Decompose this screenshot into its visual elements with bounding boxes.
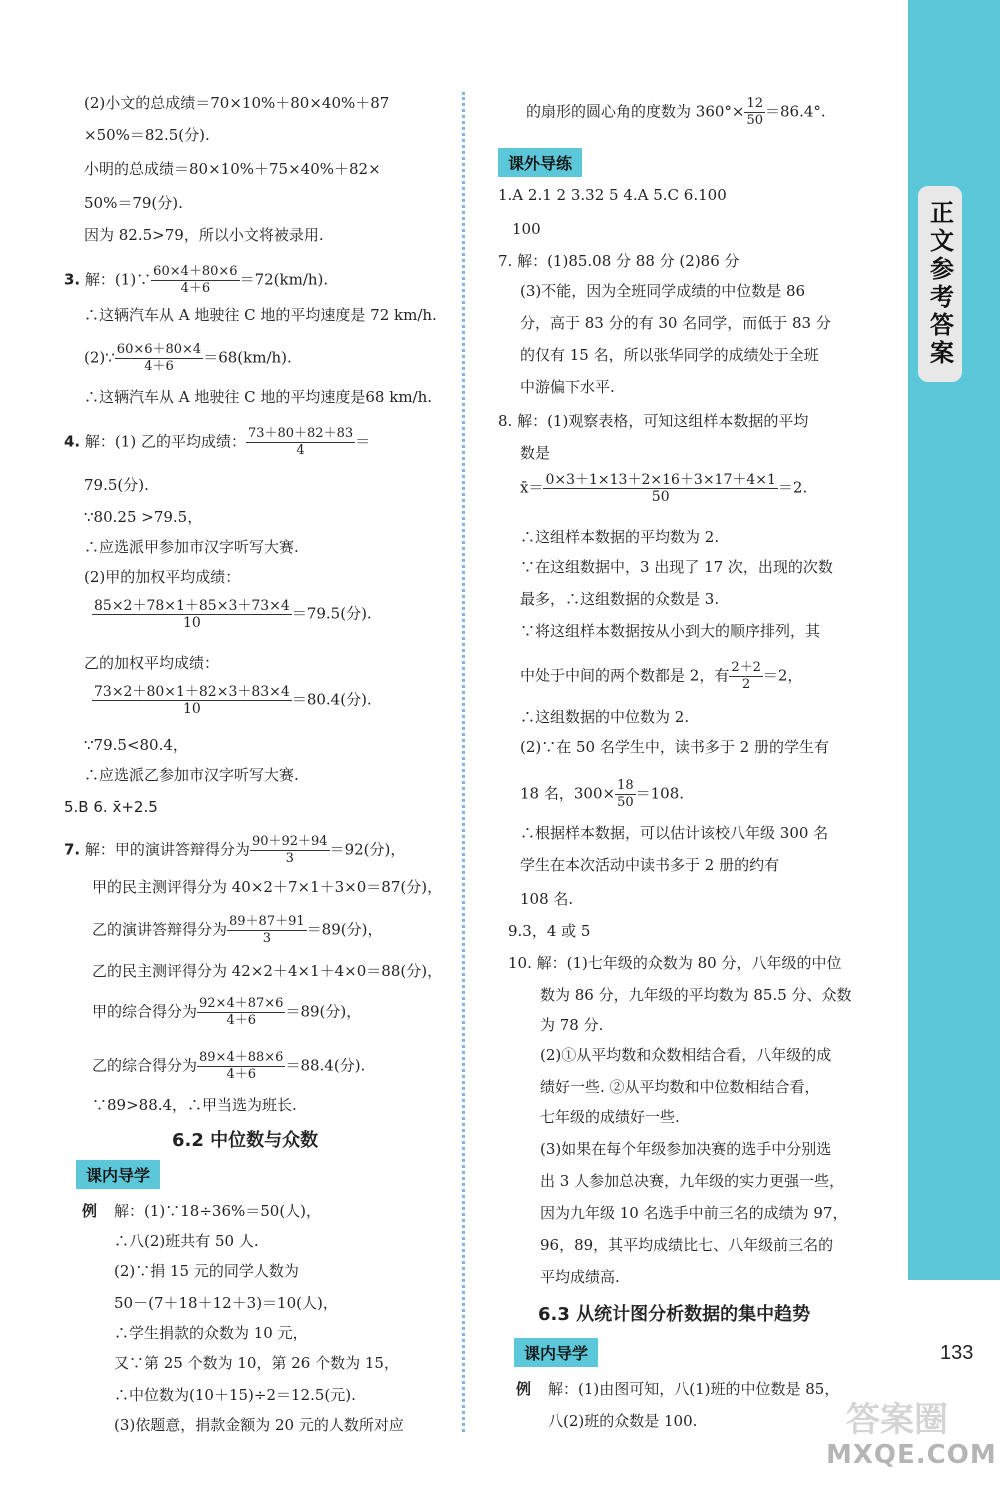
section-title-6-2: 6.2 中位数与众数 [172,1130,319,1151]
denominator: 10 [182,701,201,717]
fraction [197,996,285,1029]
text-line: (3)不能，因为全班同学成绩的中位数是 86 [520,282,806,300]
fraction [197,1050,285,1083]
text-line: (2)甲的加权平均成绩： [84,568,241,586]
text-line: 又∵第 25 个数为 10，第 26 个数为 15， [114,1354,399,1372]
text-line: ∴这组数据的中位数为 2. [520,708,690,726]
text: 乙的演讲答辩得分为 [92,920,228,939]
denominator: 4 [296,443,305,458]
denominator: 3 [262,931,271,946]
text: (2)∵ [84,348,115,367]
text-line [520,660,802,693]
text-line: ∴这辆汽车从 A 地驶往 C 地的平均速度是68 km/h. [84,388,433,406]
text-line: (2)①从平均数和众数相结合看，八年级的成 [540,1046,832,1064]
text-line: ∴根据样本数据，可以估计该校八年级 300 名 [520,824,829,842]
text: 解：甲的演讲答辩得分为 [84,840,250,859]
text-line: ∴八(2)班共有 50 人. [114,1232,259,1250]
denominator: 3 [285,851,294,866]
text-line: 10. 解：(1)七年级的众数为 80 分，八年级的中位 [508,954,842,972]
text-line: 50%＝79(分). [84,194,183,212]
denominator: 2 [741,677,751,692]
text-line: 100 [512,220,541,238]
numerator: 89＋87＋91 [229,914,305,929]
text: ＝108. [635,784,685,803]
numerator: 85×2＋78×1＋85×3＋73×4 [94,598,290,614]
text-line: (3)如果在每个年级参加决赛的选手中分别选 [540,1140,832,1158]
text: 甲的综合得分为 [92,1002,198,1021]
text-line: 因为 82.5>79，所以小文将被录用. [84,226,324,244]
text-line: 绩好一些. ②从平均数和中位数相结合看， [540,1078,820,1096]
text-line: 数是 [520,444,551,462]
numerator: 0×3＋1×13＋2×16＋3×17＋4×1 [545,472,776,488]
text-line: 分，高于 83 分的有 30 名同学，而低于 83 分 [520,314,831,332]
text: ＝72(km/h). [239,270,329,289]
problem-7 [64,834,405,867]
problem-3 [64,264,328,297]
text-line: ∵79.5<80.4， [84,736,188,754]
denominator: 50 [651,489,670,505]
text-line: 7. 解：(1)85.08 分 88 分 (2)86 分 [498,252,740,270]
text: 乙的综合得分为 [92,1056,198,1075]
text-line: ∴应选派乙参加市汉字听写大赛. [84,766,299,784]
text: ＝86.4°. [765,102,826,121]
fraction [92,598,292,631]
text-line: 乙的加权平均成绩： [84,654,220,672]
fraction [250,834,330,867]
text-line: (3)依题意，捐款金额为 20 元的人数所对应 [114,1416,404,1434]
numerator: 92×4＋87×6 [199,996,284,1011]
fraction-line [92,598,372,631]
text-line: 108 名. [520,890,574,908]
denominator: 4＋6 [226,1067,256,1082]
denominator: 4＋6 [144,359,174,374]
text-line [92,1050,365,1083]
text-line [92,914,382,947]
text-line: 平均成绩高. [540,1268,620,1286]
text-line: 八(2)班的众数是 100. [548,1412,698,1430]
problem-4 [64,426,370,459]
denominator: 4＋6 [226,1013,256,1028]
text: ＝88.4(分). [285,1056,366,1075]
numerator: 90＋92＋94 [251,834,328,849]
text-line: 的仅有 15 名，所以张华同学的成绩处于全班 [520,346,819,364]
text-line: ∵在这组数据中，3 出现了 17 次，出现的次数 [520,558,833,576]
text-line: 学生在本次活动中读书多于 2 册的约有 [520,856,780,874]
text-line: 甲的民主测评得分为 40×2＋7×1＋3×0＝87(分)， [92,878,443,896]
text: x̄＝ [520,478,544,497]
text-line: 解：(1)∵18÷36%＝50(人)， [114,1202,322,1220]
numerator: 12 [746,96,764,111]
text-line: ∵将这组样本数据按从小到大的顺序排列，其 [520,622,821,640]
text-line: 解：(1)由图可知，八(1)班的中位数是 85， [548,1380,840,1398]
fraction [729,660,763,693]
text: 中处于中间的两个数都是 2，有 [520,666,730,685]
text: ＝68(km/h). [203,348,292,367]
fraction [92,684,292,717]
text: ＝92(分)， [329,840,406,859]
text-line [520,778,684,811]
text-line: ∴学生捐款的众数为 10 元， [114,1324,308,1342]
text-line: (2)∵捐 15 元的同学人数为 [114,1262,299,1280]
text: ＝89(分)， [306,920,383,939]
problem-number: 4. [64,432,81,451]
section-title-6-3: 6.3 从统计图分析数据的集中趋势 [538,1304,811,1325]
fraction-line [520,472,807,505]
text-line: 七年级的成绩好一些. [540,1108,680,1126]
text: ＝ [355,432,371,451]
text-line [92,996,361,1029]
text-line: 9.3，4 或 5 [508,922,591,940]
text-line: ×50%＝82.5(分). [84,126,210,144]
fraction [744,96,765,129]
numerator: 18 [617,778,634,793]
watermark-logo: 答案圈 [846,1400,948,1440]
text-line: 乙的民主测评得分为 42×2＋4×1＋4×0＝88(分)， [92,962,443,980]
side-tab-label: 正文参考答案 [918,186,962,382]
text-line: (2)∵在 50 名学生中，读书多于 2 册的学生有 [520,738,829,756]
numerator: 2＋2 [731,660,761,675]
text: 的扇形的圆心角的度数为 360°× [526,102,745,121]
numerator: 73＋80＋82＋83 [247,426,354,441]
denominator: 10 [182,615,201,631]
text-line: 出 3 人参加总决赛，九年级的实力更强一些， [540,1172,845,1190]
badge-in-class: 课内导学 [514,1338,598,1367]
text-line: 中游偏下水平. [520,378,615,396]
text: ＝89(分)， [285,1002,362,1021]
text: 解：(1)∵ [84,270,152,289]
fraction [246,426,355,459]
denominator: 50 [617,795,634,810]
fraction [151,264,239,297]
text-line: ∴应选派甲参加市汉字听写大赛. [84,538,299,556]
problem-number: 3. [64,270,81,289]
text-line: 数为 86 分，九年级的平均数为 85.5 分、众数 [540,986,852,1004]
text-line: 79.5(分). [84,476,149,494]
watermark-url: MXQE.COM [826,1440,997,1470]
example-label: 例 [82,1202,98,1220]
text-line [84,342,292,375]
badge-in-class: 课内导学 [76,1160,160,1189]
fraction [115,342,203,375]
page-number: 133 [940,1342,974,1364]
denominator: 50 [746,113,764,128]
text-line: 50－(7＋18＋12＋3)＝10(人)， [114,1294,338,1312]
problem-number: 7. [64,840,81,859]
text-line: 8. 解：(1)观察表格，可知这组样本数据的平均 [498,412,809,430]
text-line [526,96,826,129]
text-line: 5.B 6. x̄+2.5 [64,798,158,816]
fraction [543,472,777,505]
text-line: ∴中位数为(10＋15)÷2＝12.5(元). [114,1386,356,1404]
numerator: 60×6＋80×4 [116,342,202,357]
text-line: 为 78 分. [540,1016,604,1034]
fraction [615,778,636,811]
text: ＝2， [762,666,803,685]
text-line: (2)小文的总成绩＝70×10%＋80×40%＋87 [84,94,390,112]
text-line: 96，89，其平均成绩比七、八年级前三名的 [540,1236,834,1254]
text: ＝80.4(分). [291,690,372,709]
text: ＝79.5(分). [291,604,372,623]
text-line: 1.A 2.1 2 3.32 5 4.A 5.C 6.100 [498,186,727,204]
text: 18 名，300× [520,784,616,803]
text-line: ∵80.25 >79.5， [84,508,203,526]
numerator: 89×4＋88×6 [199,1050,284,1065]
text-line: ∴这辆汽车从 A 地驶往 C 地的平均速度是 72 km/h. [84,306,437,324]
example-label: 例 [516,1380,532,1398]
text-line: ∵89>88.4，∴甲当选为班长. [92,1096,297,1114]
text-line: 因为九年级 10 名选手中前三名的成绩为 97， [540,1204,848,1222]
text: ＝2. [777,478,808,497]
text-line: 小明的总成绩＝80×10%＋75×40%＋82× [84,160,381,178]
numerator: 73×2＋80×1＋82×3＋83×4 [94,684,290,700]
denominator: 4＋6 [180,281,211,296]
numerator: 60×4＋80×6 [153,264,238,279]
badge-extracurricular: 课外导练 [498,148,582,177]
text-line: ∴这组样本数据的平均数为 2. [520,528,720,546]
column-divider [462,92,465,1432]
fraction-line [92,684,372,717]
text: 解：(1) 乙的平均成绩： [84,432,246,451]
text-line: 最多，∴这组数据的众数是 3. [520,590,720,608]
fraction [227,914,307,947]
